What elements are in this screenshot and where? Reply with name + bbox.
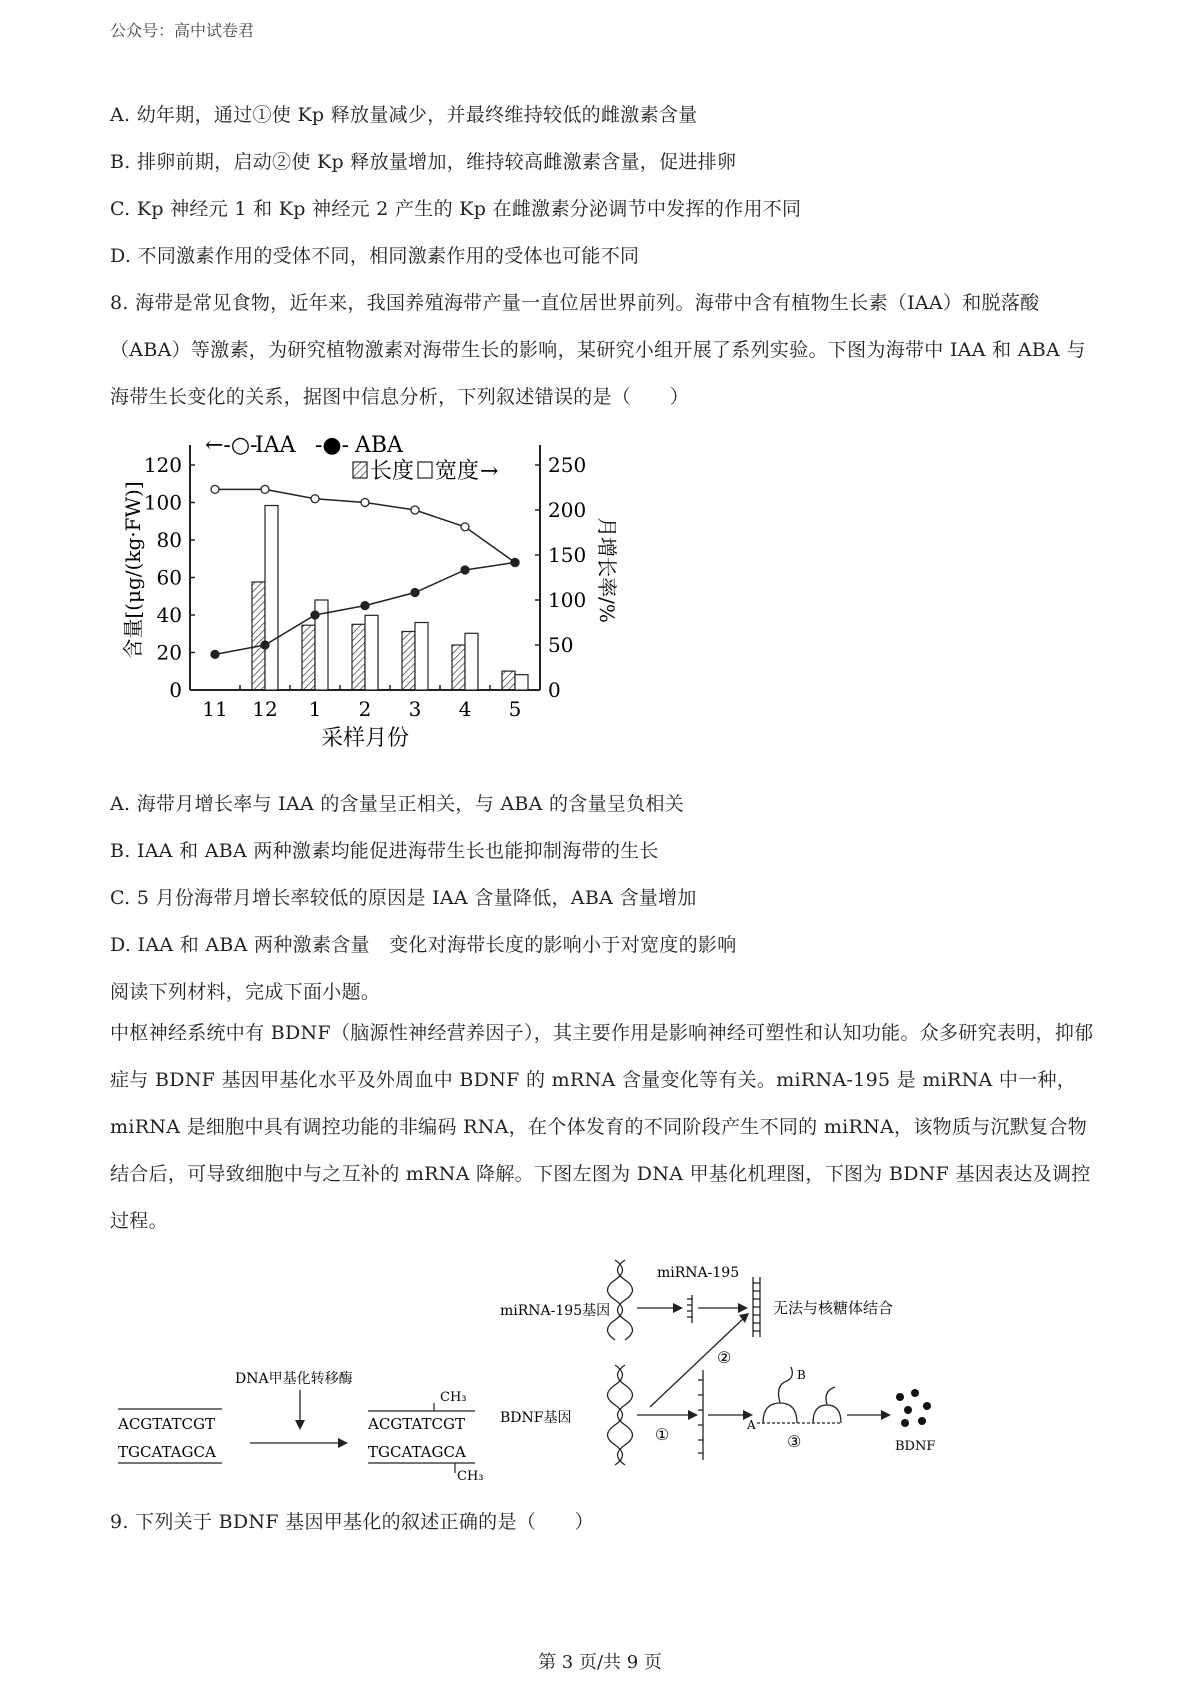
q8-stem: 8. 海带是常见食物，近年来，我国养殖海带产量一直位居世界前列。海带中含有植物生长素（IAA）和脱落酸（ABA）等激素，为研究植物激素对海带生长的影响，某研究小组开展了系列实验。下图为海带中 IAA 和 ABA 与海带生长变化的关系，据图中信息分析，下列叙述错误的是（ ） [110,292,1086,408]
left-axis-ticks [144,453,195,702]
bar-length [402,632,415,691]
bdnf-gene-label: BDNF基因 [500,1410,572,1426]
label-b: B [797,1368,806,1382]
q9-stem: 9. 下列关于 BDNF 基因甲基化的叙述正确的是（ ） [110,1511,594,1533]
bdnf-mrna [698,1370,703,1460]
mirna-gene-label: miRNA-195基因 [500,1303,611,1319]
point-aba [311,611,319,619]
x-tick-label: 3 [408,697,422,721]
x-tick-label: 5 [508,697,522,721]
page-footer: 第 3 页/共 9 页 [538,1652,662,1673]
bottom-strand-left: TGCATAGCA [118,1443,216,1461]
right-tick-label: 200 [548,498,587,522]
legend-aba-marker: -●- [315,433,350,458]
legend-width-label: 宽度 [435,459,480,484]
bar-series [252,506,528,691]
left-tick-label: 40 [156,603,182,627]
legend-left [205,433,404,458]
mirna-gene-dna-helix [608,1260,633,1340]
x-tick-label: 1 [308,697,322,721]
q7-option-a: A. 幼年期，通过①使 Kp 释放量减少，并最终维持较低的雌激素含量 [110,104,698,126]
legend-length-label: 长度 [370,459,415,484]
bar-length [302,625,315,690]
bdnf-product-label: BDNF [895,1439,936,1454]
legend-length-swatch [353,462,367,478]
bar-width [365,615,378,690]
bar-width [415,623,428,691]
left-tick-label: 120 [143,453,182,477]
bar-length [252,582,265,690]
top-strand-right: ACGTATCGT [368,1415,465,1433]
methylation-diagram [110,1365,490,1485]
q8-option-c: C. 5 月份海带月增长率较低的原因是 IAA 含量降低，ABA 含量增加 [110,887,697,909]
legend-right-arrow: → [480,459,499,484]
material-paragraph: 中枢神经系统中有 BDNF（脑源性神经营养因子），其主要作用是影响神经可塑性和认知功能。众多研究表明，抑郁症与 BDNF 基因甲基化水平及外周血中 BDNF 的 mRNA 含量变化等有关。miRNA-195 是 miRNA 中一种，miRNA 是细胞中具有调控功能的非编码 RNA，在个体发育的不同阶段产生不同的 miRNA，该物质与沉默复合物结合后，可导致细胞中与之互补的 mRNA 降解。下图左图为 DNA 甲基化机理图，下图为 BDNF 基因表达及调控过程。 [110,1022,1094,1232]
q8-option-b: B. IAA 和 ABA 两种激素均能促进海带生长也能抑制海带的生长 [110,840,659,862]
enzyme-label: DNA甲基化转移酶 [235,1371,353,1387]
top-strand-left: ACGTATCGT [118,1415,215,1433]
x-tick-label: 2 [358,697,372,721]
step1-label: ① [655,1425,670,1444]
step3-label: ③ [787,1432,802,1451]
bar-width [465,633,478,690]
point-aba [211,650,219,658]
right-axis-ticks [535,453,586,702]
bar-width [265,506,278,691]
step2-label: ② [717,1348,732,1367]
legend-width-swatch [418,462,432,478]
left-tick-label: 0 [169,678,182,702]
q7-option-c: C. Kp 神经元 1 和 Kp 神经元 2 产生的 Kp 在雌激素分泌调节中发挥的作用不同 [110,198,802,220]
q8-option-a: A. 海带月增长率与 IAA 的含量呈正相关，与 ABA 的含量呈负相关 [110,793,685,815]
bar-width [515,675,528,690]
point-aba [261,641,269,649]
right-tick-label: 100 [548,588,587,612]
q7-option-d: D. 不同激素作用的受体不同，相同激素作用的受体也可能不同 [110,245,640,267]
right-tick-label: 50 [548,633,574,657]
bdnf-regulation-diagram [495,1255,955,1470]
point-iaa [261,485,269,493]
bdnf-protein-dots [896,1389,931,1427]
right-tick-label: 150 [548,543,587,567]
right-tick-label: 0 [548,678,561,702]
legend-left-arrow: ←-○- [205,433,258,458]
x-tick-label: 4 [458,697,472,721]
mirna-label: miRNA-195 [657,1265,740,1281]
x-axis-label: 采样月份 [320,726,410,751]
point-iaa [411,506,419,514]
mrna-mirna-complex [753,1277,760,1337]
left-tick-label: 100 [143,490,182,515]
bottom-strand-right: TGCATAGCA [368,1443,466,1461]
bdnf-gene-dna-helix [608,1365,633,1465]
point-iaa [461,523,469,531]
methyl-bottom: CH₃ [457,1469,484,1484]
right-tick-label: 250 [548,453,587,477]
legend-right [353,459,498,484]
bar-length [352,624,365,690]
point-aba [361,602,369,610]
q7-option-b: B. 排卵前期，启动②使 Kp 释放量增加，维持较高雌激素含量，促进排卵 [110,151,737,173]
page-header: 公众号：高中试卷君 [110,21,255,40]
point-aba [461,566,469,574]
point-aba [411,589,419,597]
bar-length [502,671,515,690]
reading-intro: 阅读下列材料，完成下面小题。 [110,981,381,1003]
methyl-top: CH₃ [440,1390,467,1405]
x-tick-label: 11 [202,697,228,721]
y-axis-left-label: 含量[(μg/(kg·FW)] [121,481,145,659]
point-aba [511,559,519,567]
x-tick-label: 12 [252,697,278,721]
bar-length [452,645,465,690]
legend-aba-label: ABA [355,433,403,458]
kelp-chart [110,430,630,760]
left-tick-label: 80 [156,528,182,552]
no-ribosome-binding-label: 无法与核糖体结合 [773,1299,894,1317]
point-iaa [211,485,219,493]
y-axis-right-label: 月增长率/% [595,517,619,623]
point-iaa [311,495,319,503]
mirna-strand [687,1295,692,1323]
left-tick-label: 60 [156,565,182,590]
left-tick-label: 20 [156,640,182,665]
q8-option-d: D. IAA 和 ABA 两种激素含量 变化对海带长度的影响小于对宽度的影响 [110,934,737,956]
point-iaa [361,499,369,507]
label-a: A [747,1418,756,1432]
legend-iaa-label: IAA [255,433,296,458]
